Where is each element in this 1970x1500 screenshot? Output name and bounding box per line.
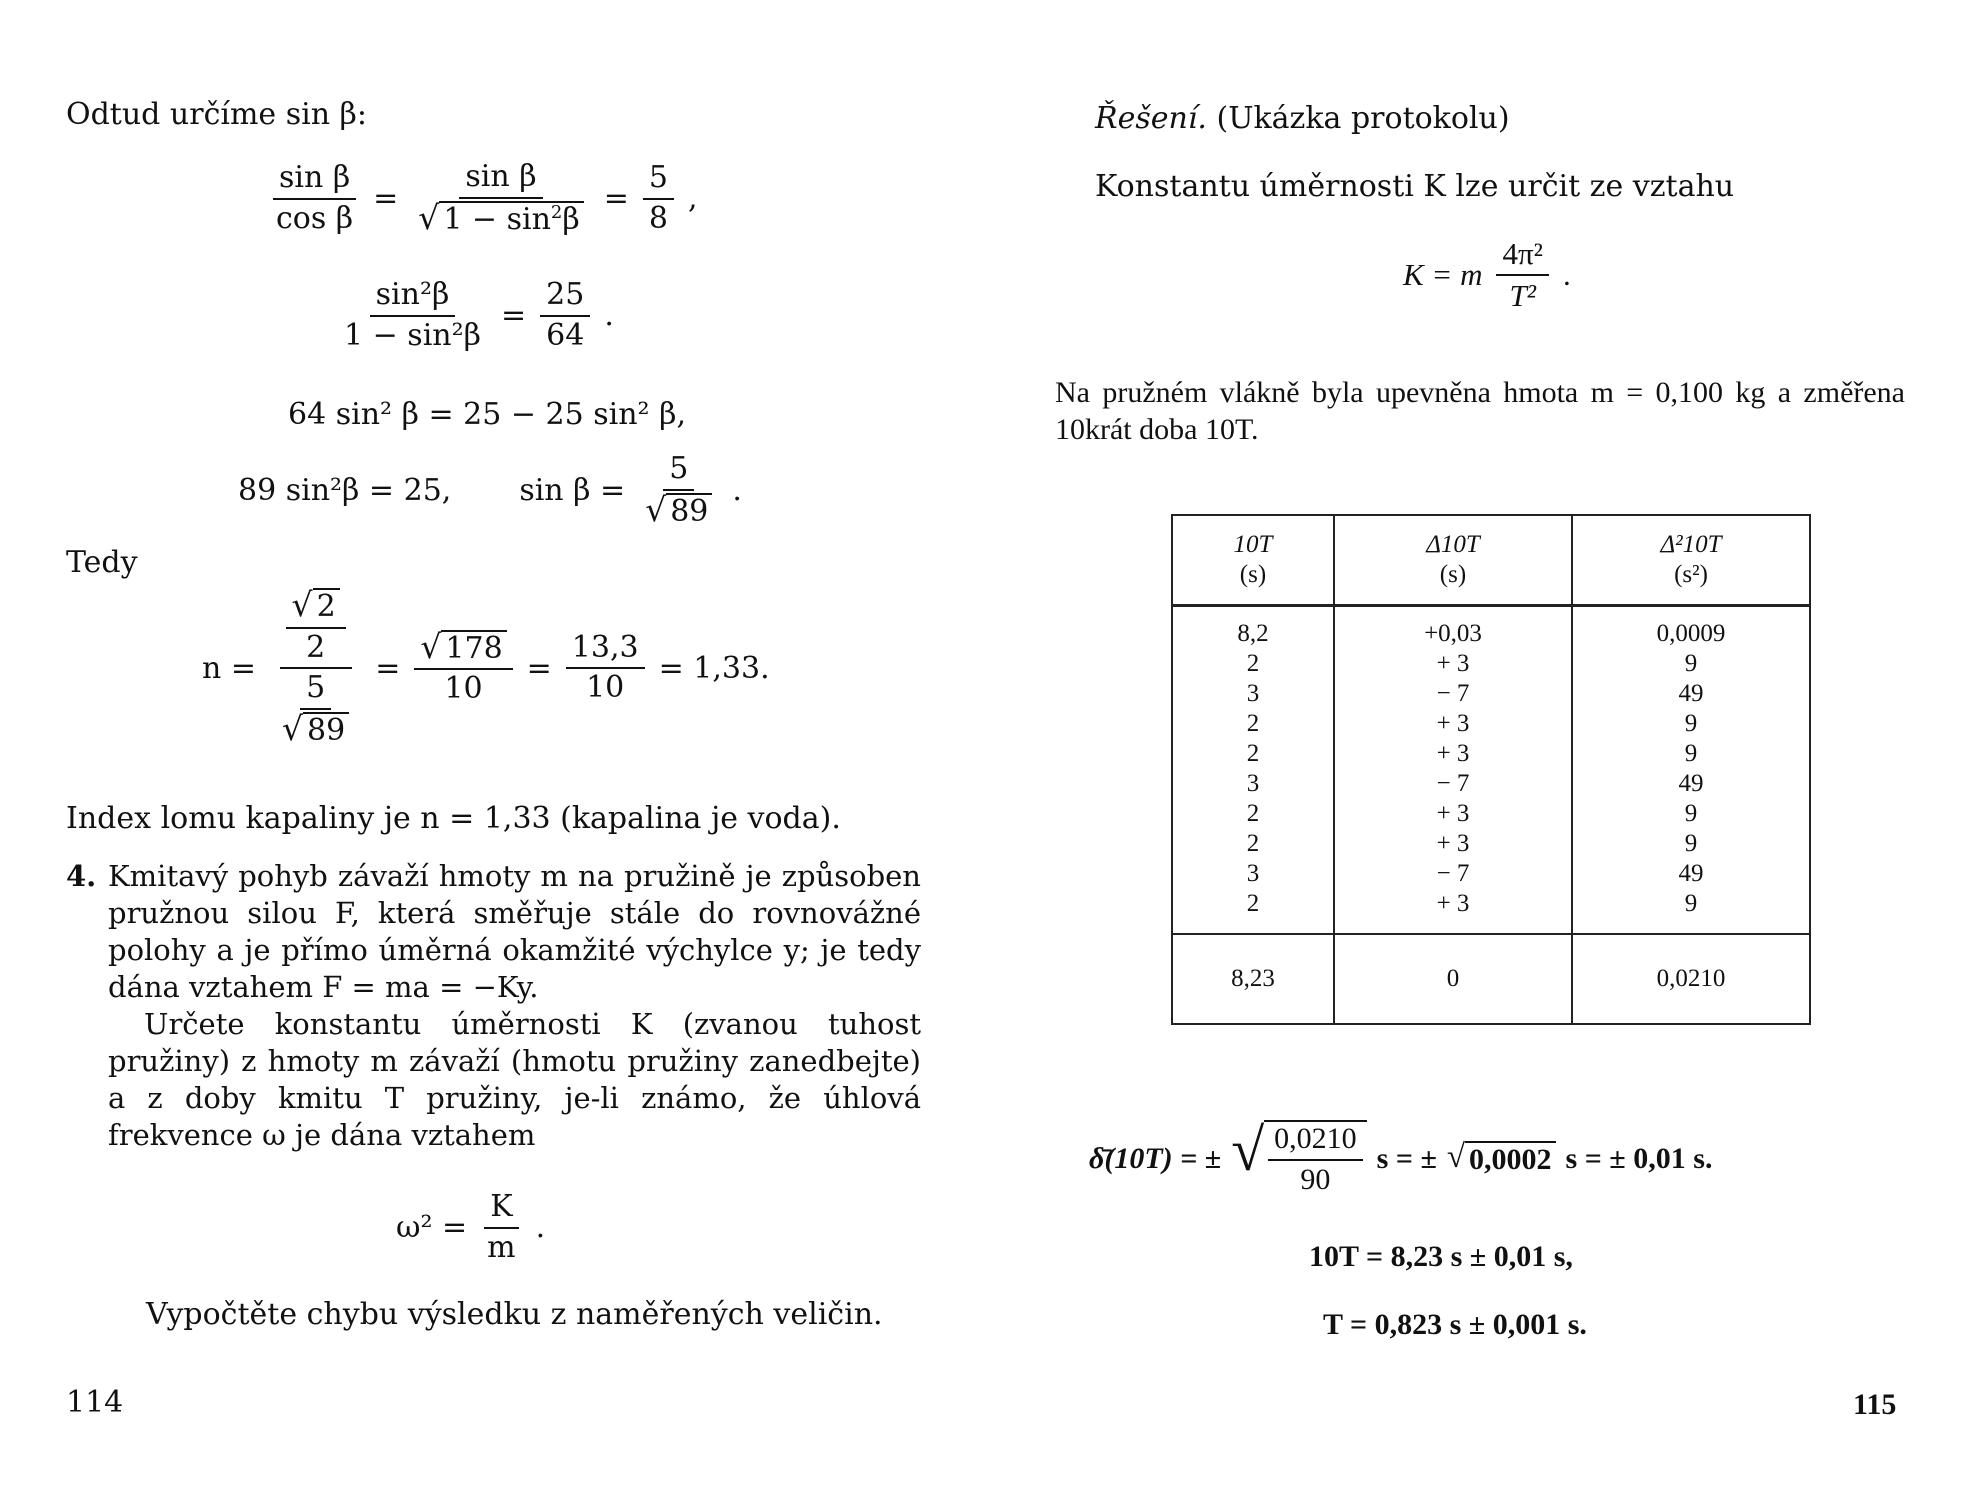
table-cell: 2: [1246, 800, 1260, 827]
page-number-right: 115: [1853, 1388, 1897, 1421]
table-cell: +0,03: [1424, 620, 1482, 647]
table-cell: − 7: [1436, 680, 1470, 707]
table-cell: 9: [1684, 800, 1698, 827]
table-cell: 3: [1246, 860, 1260, 887]
total-delta: 0: [1334, 934, 1572, 1024]
table-cell: 3: [1246, 770, 1260, 797]
measurement-paragraph: Na pružném vlákně byla upevněna hmota m = 0,100 kg a změřena 10krát doba 10T.: [1055, 376, 1905, 446]
table-cell: + 3: [1436, 710, 1470, 737]
k-equation: K = m $\frac{\text{4π²}}{\text{T²}}$ .: [1403, 236, 1571, 313]
table-cell: − 7: [1436, 860, 1470, 887]
intro-text: Odtud určíme sin β:: [66, 97, 368, 132]
column-delta2: [1572, 606, 1810, 935]
problem-number: 4.: [66, 859, 97, 893]
table-cell: 2: [1246, 710, 1260, 737]
header-delta2-10t: Δ²10T (s²): [1572, 515, 1810, 606]
total-delta2: 0,0210: [1572, 934, 1810, 1024]
equation-4: 89 sin²β = 25, sin β = 5 √ 89 .: [238, 451, 742, 529]
result-10t: 10T = 8,23 s ± 0,01 s,: [1309, 1240, 1573, 1273]
table-cell: 2: [1246, 650, 1260, 677]
solution-line-1: Konstantu úměrnosti K lze určit ze vztahu: [1095, 169, 1735, 204]
omega-equation: ω² = $\frac{K}{m}$ .: [396, 1189, 546, 1265]
total-10t: 8,23: [1172, 934, 1334, 1024]
task-text: Vypočtěte chybu výsledku z naměřených veličin.: [146, 1297, 883, 1332]
equation-3: 64 sin² β = 25 − 25 sin² β,: [288, 397, 686, 432]
table-cell: 9: [1684, 650, 1698, 677]
error-equation: δ̄(10T) = ± √ $\frac{0,0210}{90}$ s = ± √ 0,0002 s = ± 0,01 s.: [1089, 1117, 1713, 1196]
index-sentence: Index lomu kapaliny je n = 1,33 (kapalina je voda).: [66, 801, 841, 836]
table-cell: 9: [1684, 830, 1698, 857]
table-cell: 2: [1246, 890, 1260, 917]
page-number-left: 114: [66, 1385, 124, 1420]
problem-text-2: Určete konstantu úměrnosti K (zvanou tuhost pružiny) z hmoty m závaží (hmotu pružiny zanedbejte) a z doby kmitu T pružiny, je-li známo, že úhlová frekvence ω je dána vztahem: [108, 1007, 921, 1152]
measurement-table: [1171, 514, 1811, 1025]
right-page: [985, 0, 1970, 1500]
table-cell: + 3: [1436, 890, 1470, 917]
equation-2: $\frac{\text{sin²β}}{\text{1 − sin²β}}$ = $\frac{25}{64}$ .: [344, 277, 614, 353]
table-cell: 2: [1246, 740, 1260, 767]
table-cell: + 3: [1436, 800, 1470, 827]
table-cell: 9: [1684, 710, 1698, 737]
tedy-label: Tedy: [66, 545, 138, 580]
header-10t: 10T (s): [1172, 515, 1334, 606]
table-cell: + 3: [1436, 740, 1470, 767]
table-cell: 9: [1684, 740, 1698, 767]
table-cell: 8,2: [1237, 620, 1269, 647]
column-10t: [1172, 606, 1334, 935]
table-cell: 49: [1678, 680, 1704, 707]
table-cell: 0,0009: [1656, 620, 1726, 647]
result-t: T = 0,823 s ± 0,001 s.: [1323, 1308, 1587, 1341]
table-cell: 49: [1678, 860, 1704, 887]
problem-4: [66, 858, 921, 1154]
equation-5: n = √ 2 2 5 √ 89 = √ 178 10 = $\frac{13,3}{10}$ = 1,33.: [202, 585, 770, 748]
table-cell: 2: [1246, 830, 1260, 857]
table-cell: − 7: [1436, 770, 1470, 797]
problem-text: Kmitavý pohyb závaží hmoty m na pružině je způsoben pružnou silou F, která směřuje stále do rovnovážné polohy a je přímo úměrná okamžité výchylce y; je tedy dána vztahem F = ma = −Ky.: [108, 859, 921, 1004]
header-delta-10t: Δ10T (s): [1334, 515, 1572, 606]
solution-heading: Řešení. (Ukázka protokolu): [1095, 101, 1510, 136]
table-cell: + 3: [1436, 830, 1470, 857]
table-cell: + 3: [1436, 650, 1470, 677]
table-cell: 3: [1246, 680, 1260, 707]
equation-1: $\frac{\text{sin β}}{\text{cos β}}$ = sin β √ $1 - \sin^2\beta$ = $\frac{5}{8}$ ,: [270, 160, 698, 237]
table-cell: 9: [1684, 890, 1698, 917]
column-delta: [1334, 606, 1572, 935]
table-cell: 49: [1678, 770, 1704, 797]
